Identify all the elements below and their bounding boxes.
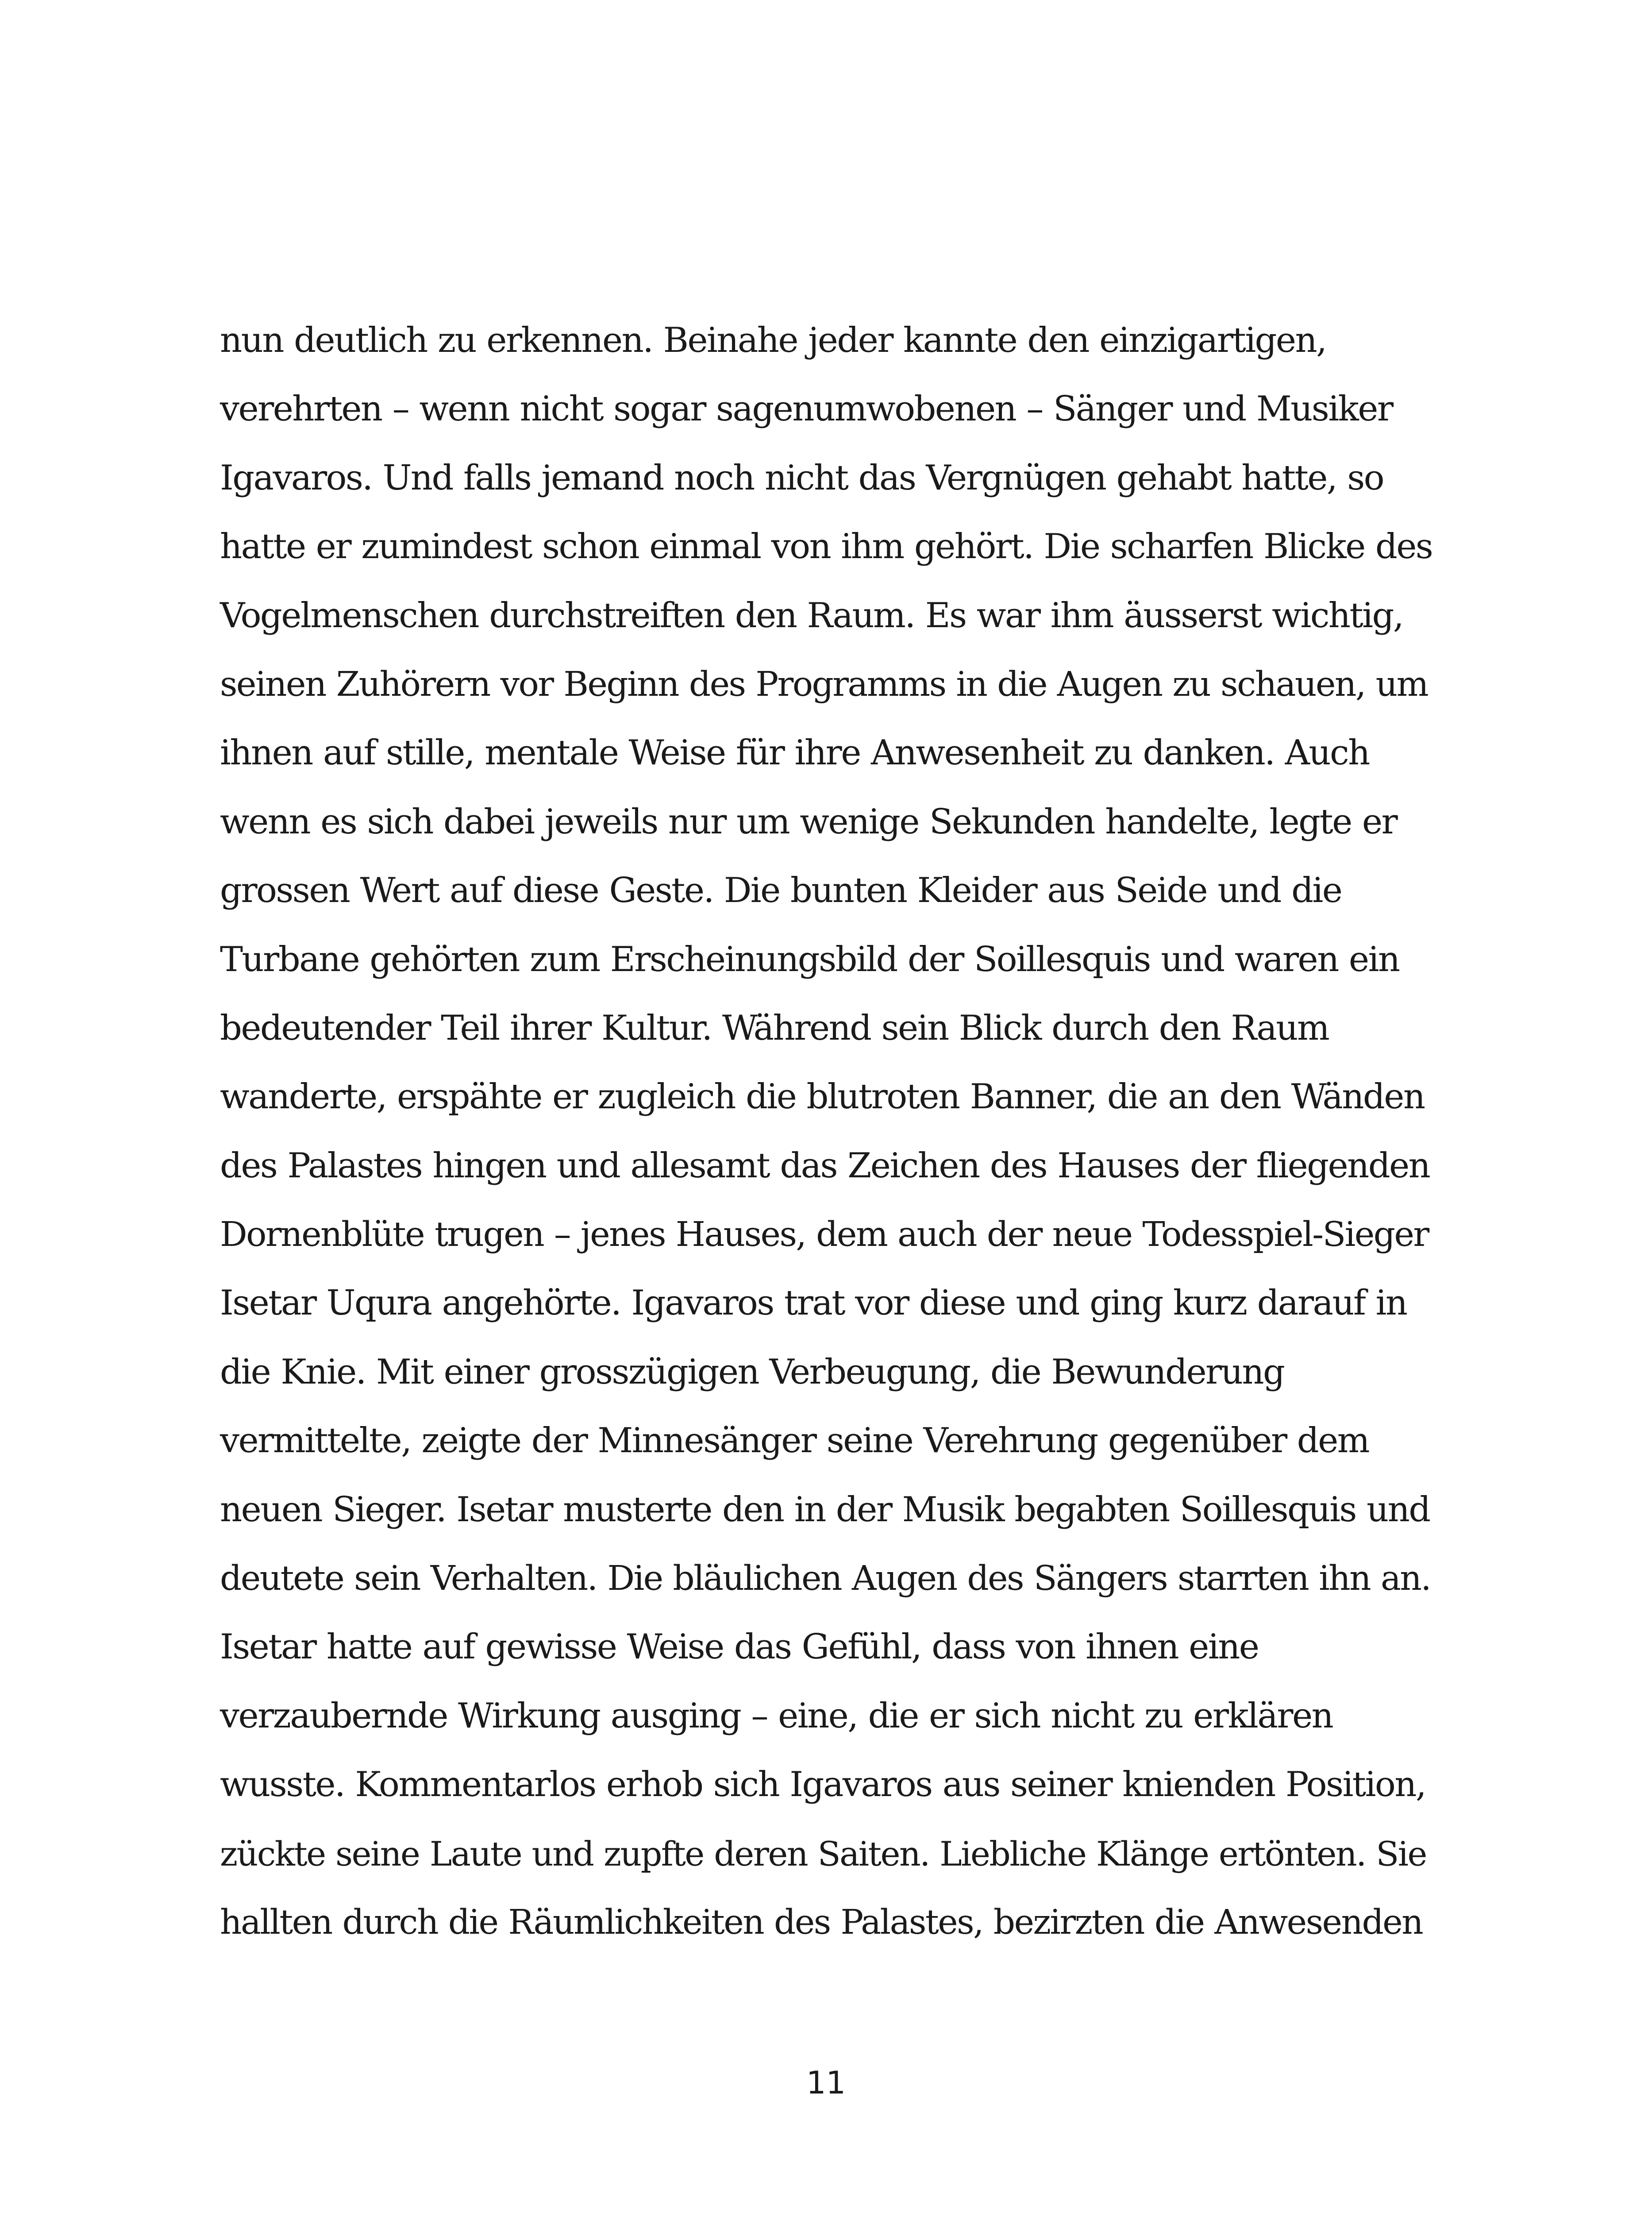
text-line: wanderte, erspähte er zugleich die blutroten Banner, die an den Wänden	[220, 1077, 1425, 1117]
text-line: wusste. Kommentarlos erhob sich Igavaros aus seiner knienden Position,	[220, 1765, 1426, 1805]
text-line: des Palastes hingen und allesamt das Zeichen des Hauses der fliegenden	[220, 1145, 1430, 1186]
text-line: Igavaros. Und falls jemand noch nicht das Vergnügen gehabt hatte, so	[220, 458, 1384, 498]
text-line: bedeutender Teil ihrer Kultur. Während sein Blick durch den Raum	[220, 1008, 1329, 1048]
text-line: deutete sein Verhalten. Die bläulichen Augen des Sängers starrten ihn an.	[220, 1559, 1431, 1599]
text-line: Turbane gehörten zum Erscheinungsbild der Soillesquis und waren ein	[220, 939, 1399, 979]
text-line: grossen Wert auf diese Geste. Die bunten Kleider aus Seide und die	[220, 871, 1342, 911]
body-text	[220, 306, 1433, 1957]
text-line: neuen Sieger. Isetar musterte den in der Musik begabten Soillesquis und	[220, 1489, 1430, 1530]
text-line: wenn es sich dabei jeweils nur um wenige Sekunden handelte, legte er	[220, 802, 1397, 842]
text-line: Isetar Uqura angehörte. Igavaros trat vor diese und ging kurz darauf in	[220, 1283, 1407, 1323]
text-line: hallten durch die Räumlichkeiten des Palastes, bezirzten die Anwesenden	[220, 1902, 1423, 1942]
text-line: vermittelte, zeigte der Minnesänger seine Verehrung gegenüber dem	[220, 1421, 1369, 1461]
page-number: 11	[806, 2065, 846, 2101]
text-line: Vogelmenschen durchstreiften den Raum. Es war ihm äusserst wichtig,	[220, 595, 1403, 636]
text-line: zückte seine Laute und zupfte deren Saiten. Liebliche Klänge ertönten. Sie	[220, 1834, 1426, 1874]
text-line: verzaubernde Wirkung ausging – eine, die er sich nicht zu erklären	[220, 1696, 1333, 1736]
text-line: Isetar hatte auf gewisse Weise das Gefühl, dass von ihnen eine	[220, 1627, 1259, 1667]
text-line: hatte er zumindest schon einmal von ihm gehört. Die scharfen Blicke des	[220, 527, 1433, 567]
text-line: nun deutlich zu erkennen. Beinahe jeder kannte den einzigartigen,	[220, 320, 1326, 360]
text-line: seinen Zuhörern vor Beginn des Programms in die Augen zu schauen, um	[220, 664, 1428, 704]
text-line: ihnen auf stille, mentale Weise für ihre Anwesenheit zu danken. Auch	[220, 733, 1369, 773]
text-line: verehrten – wenn nicht sogar sagenumwobenen – Sänger und Musiker	[220, 389, 1393, 429]
text-line: Dornenblüte trugen – jenes Hauses, dem auch der neue Todesspiel-Sieger	[220, 1215, 1429, 1255]
text-line: die Knie. Mit einer grosszügigen Verbeugung, die Bewunderung	[220, 1352, 1284, 1392]
